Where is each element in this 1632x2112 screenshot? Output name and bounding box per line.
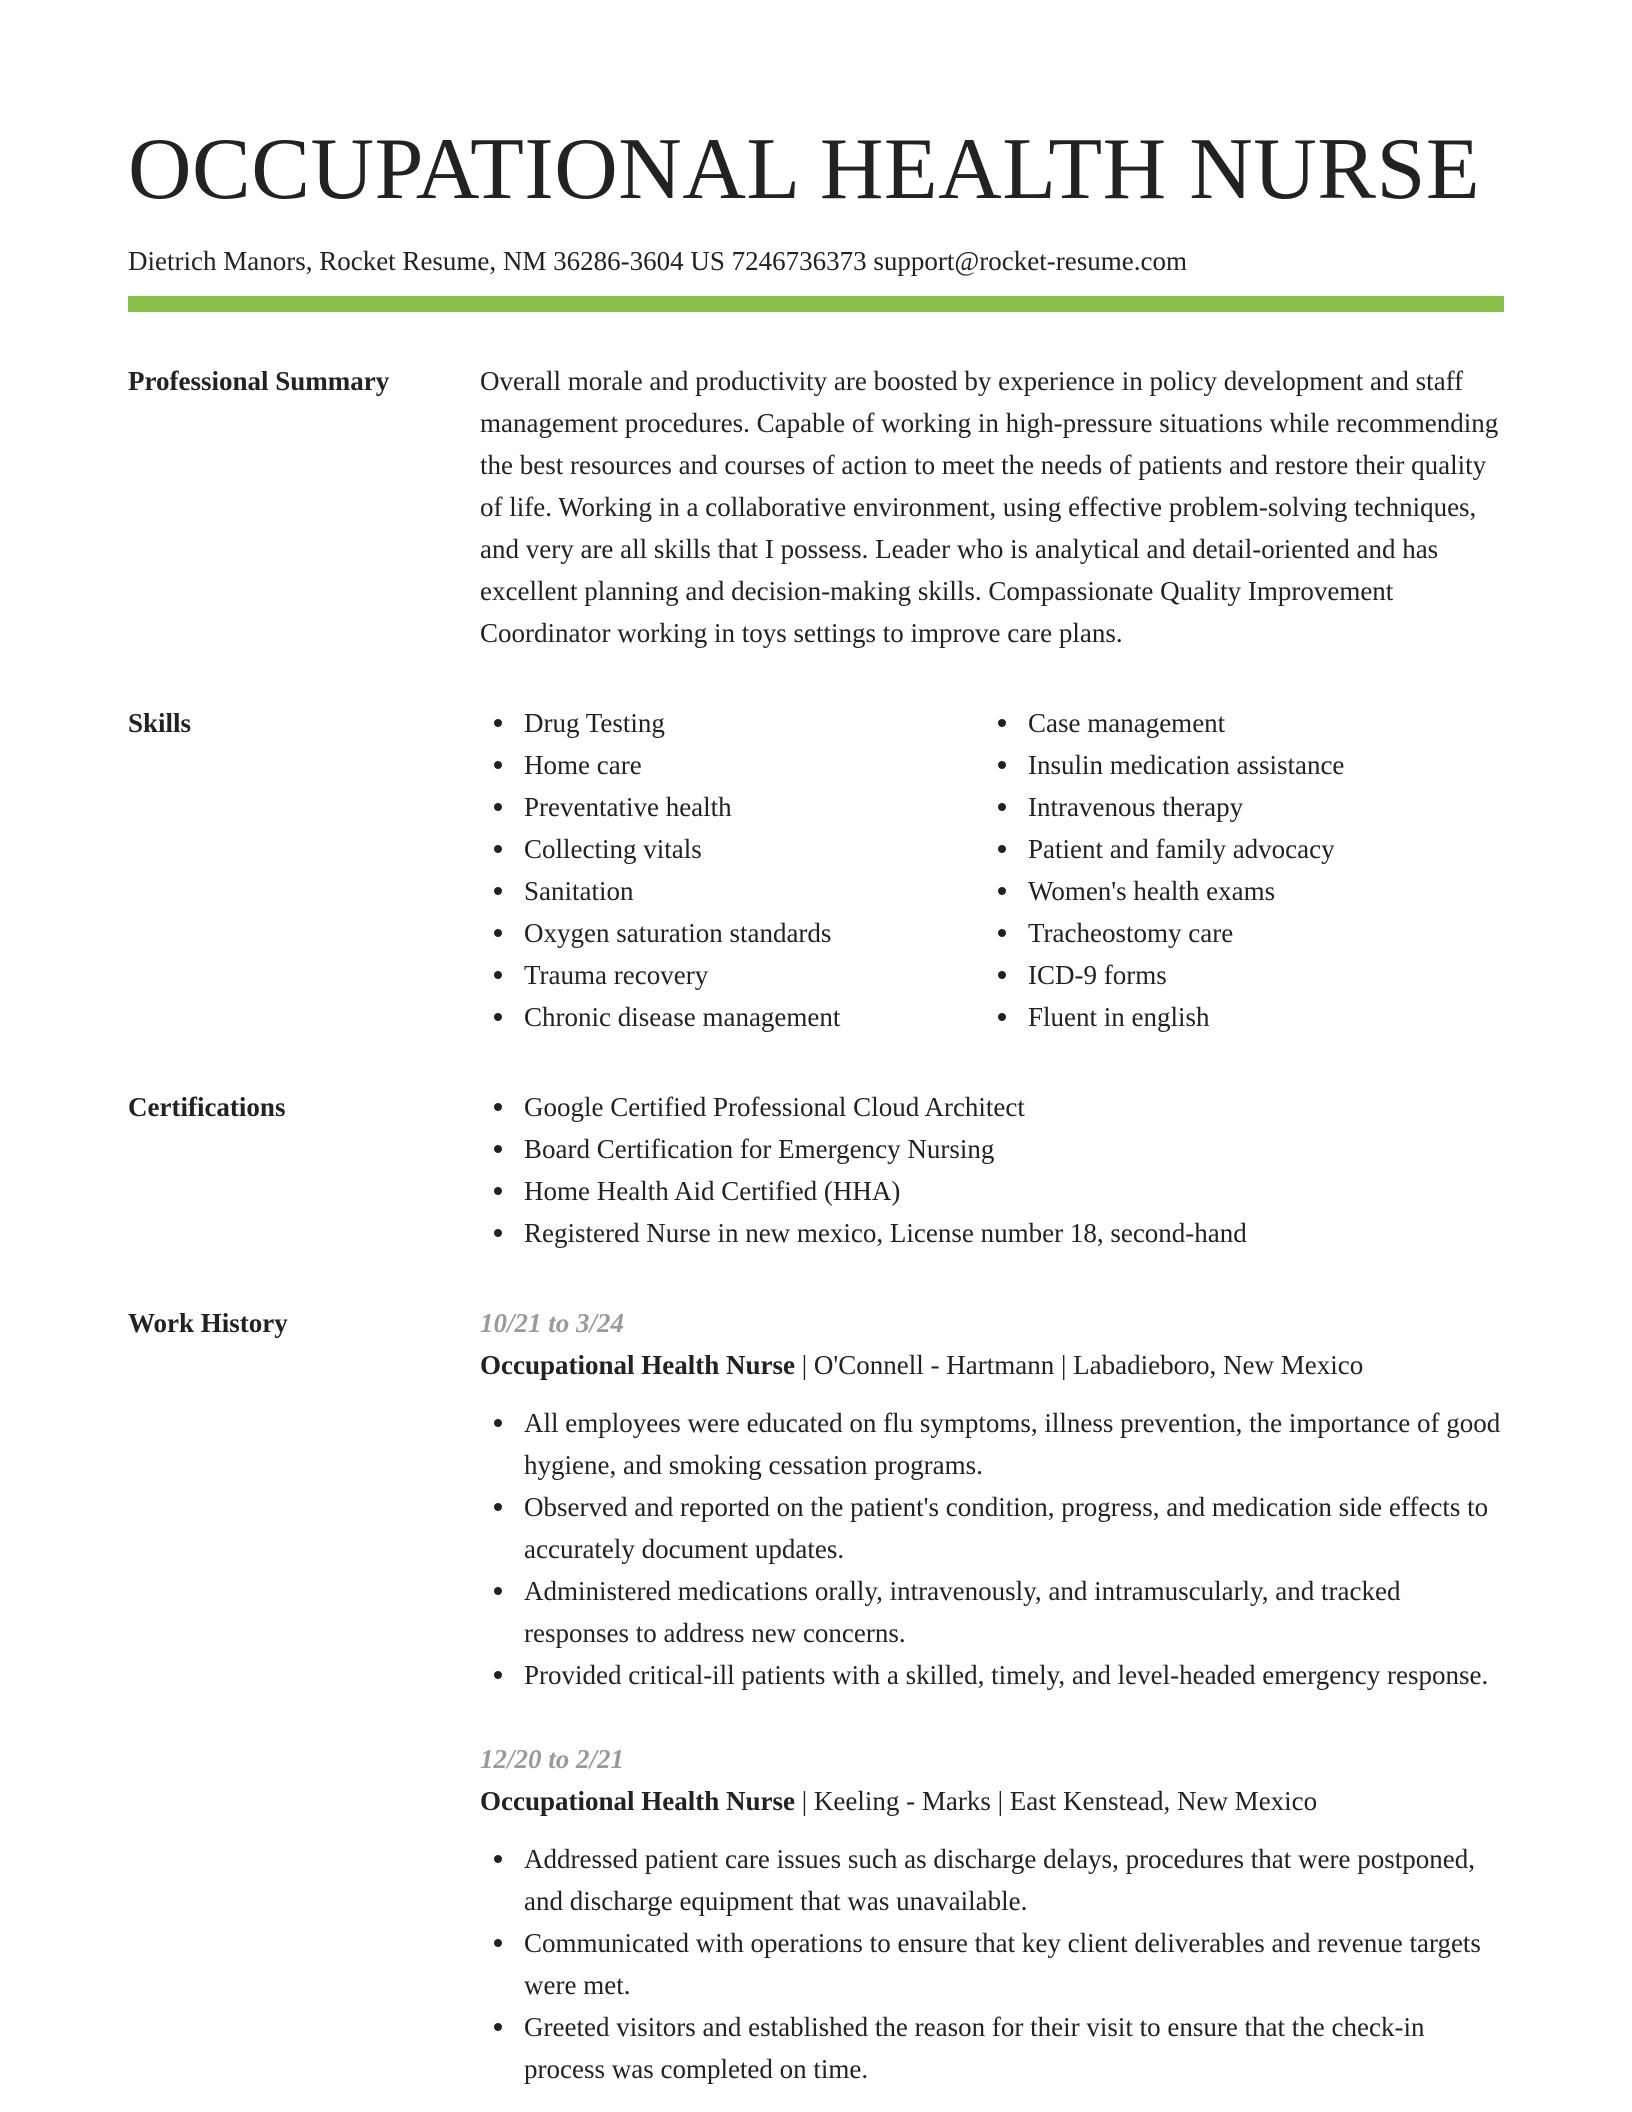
job-bullets	[480, 1402, 1504, 1696]
summary-section	[128, 360, 1504, 654]
section-label-skills: Skills	[128, 708, 192, 738]
skills-grid	[480, 702, 1504, 1038]
skill-item: Preventative health	[480, 786, 984, 828]
skill-item: Patient and family advocacy	[984, 828, 1488, 870]
skill-item: Drug Testing	[480, 702, 984, 744]
work-history-section	[128, 1302, 1504, 2090]
certification-item: Registered Nurse in new mexico, License number 18, second-hand	[480, 1212, 1504, 1254]
skill-item: Intravenous therapy	[984, 786, 1488, 828]
resume-page	[128, 120, 1504, 2090]
job-bullets	[480, 1838, 1504, 2090]
job-title: Occupational Health Nurse	[480, 1350, 795, 1380]
job-entry	[480, 1738, 1504, 2090]
skill-item: Sanitation	[480, 870, 984, 912]
skill-item: Fluent in english	[984, 996, 1488, 1038]
job-bullet: Communicated with operations to ensure that key client deliverables and revenue targets were met.	[480, 1922, 1504, 2006]
skill-item: Trauma recovery	[480, 954, 984, 996]
skill-item: Case management	[984, 702, 1488, 744]
header-divider	[128, 296, 1504, 312]
section-label-work-history: Work History	[128, 1308, 288, 1338]
certifications-section	[128, 1086, 1504, 1254]
skill-item: Tracheostomy care	[984, 912, 1488, 954]
skill-item: ICD-9 forms	[984, 954, 1488, 996]
job-entry	[480, 1302, 1504, 1696]
section-label-summary: Professional Summary	[128, 366, 390, 396]
job-bullet: Addressed patient care issues such as discharge delays, procedures that were postponed, and discharge equipment that was unavailable.	[480, 1838, 1504, 1922]
job-dates: 10/21 to 3/24	[480, 1308, 625, 1338]
section-label-certifications: Certifications	[128, 1092, 286, 1122]
contact-line: Dietrich Manors, Rocket Resume, NM 36286-3604 US 7246736373 support@rocket-resume.com	[128, 246, 1187, 276]
summary-text: Overall morale and productivity are boosted by experience in policy development and staff management procedures. Capable of working in high-pressure situations while recommending the best resources and courses of action to meet the needs of patients and restore their quality of life. Working in a collaborative environment, using effective problem-solving techniques, and very are all skills that I possess. Leader who is analytical and detail-oriented and has excellent planning and decision-making skills. Compassionate Quality Improvement Coordinator working in toys settings to improve care plans.	[480, 366, 1499, 648]
skills-list-left	[480, 702, 984, 1038]
resume-title: OCCUPATIONAL HEALTH NURSE	[128, 121, 1481, 218]
job-heading	[480, 1344, 1504, 1386]
job-bullet: Observed and reported on the patient's condition, progress, and medication side effects to accurately document updates.	[480, 1486, 1504, 1570]
skills-section	[128, 702, 1504, 1038]
certification-item: Board Certification for Emergency Nursing	[480, 1128, 1504, 1170]
job-bullet: All employees were educated on flu symptoms, illness prevention, the importance of good hygiene, and smoking cessation programs.	[480, 1402, 1504, 1486]
skill-item: Oxygen saturation standards	[480, 912, 984, 954]
skill-item: Collecting vitals	[480, 828, 984, 870]
job-bullet: Provided critical-ill patients with a skilled, timely, and level-headed emergency response.	[480, 1654, 1504, 1696]
job-bullet: Greeted visitors and established the reason for their visit to ensure that the check-in process was completed on time.	[480, 2006, 1504, 2090]
job-employer-location: | Keeling - Marks | East Kenstead, New Mexico	[795, 1786, 1318, 1816]
job-bullet: Administered medications orally, intravenously, and intramuscularly, and tracked responses to address new concerns.	[480, 1570, 1504, 1654]
job-heading	[480, 1780, 1504, 1822]
skill-item: Chronic disease management	[480, 996, 984, 1038]
skill-item: Insulin medication assistance	[984, 744, 1488, 786]
skill-item: Women's health exams	[984, 870, 1488, 912]
skill-item: Home care	[480, 744, 984, 786]
skills-list-right	[984, 702, 1488, 1038]
job-employer-location: | O'Connell - Hartmann | Labadieboro, New Mexico	[795, 1350, 1364, 1380]
job-dates: 12/20 to 2/21	[480, 1744, 625, 1774]
certifications-list	[480, 1086, 1504, 1254]
job-title: Occupational Health Nurse	[480, 1786, 795, 1816]
certification-item: Google Certified Professional Cloud Architect	[480, 1086, 1504, 1128]
certification-item: Home Health Aid Certified (HHA)	[480, 1170, 1504, 1212]
